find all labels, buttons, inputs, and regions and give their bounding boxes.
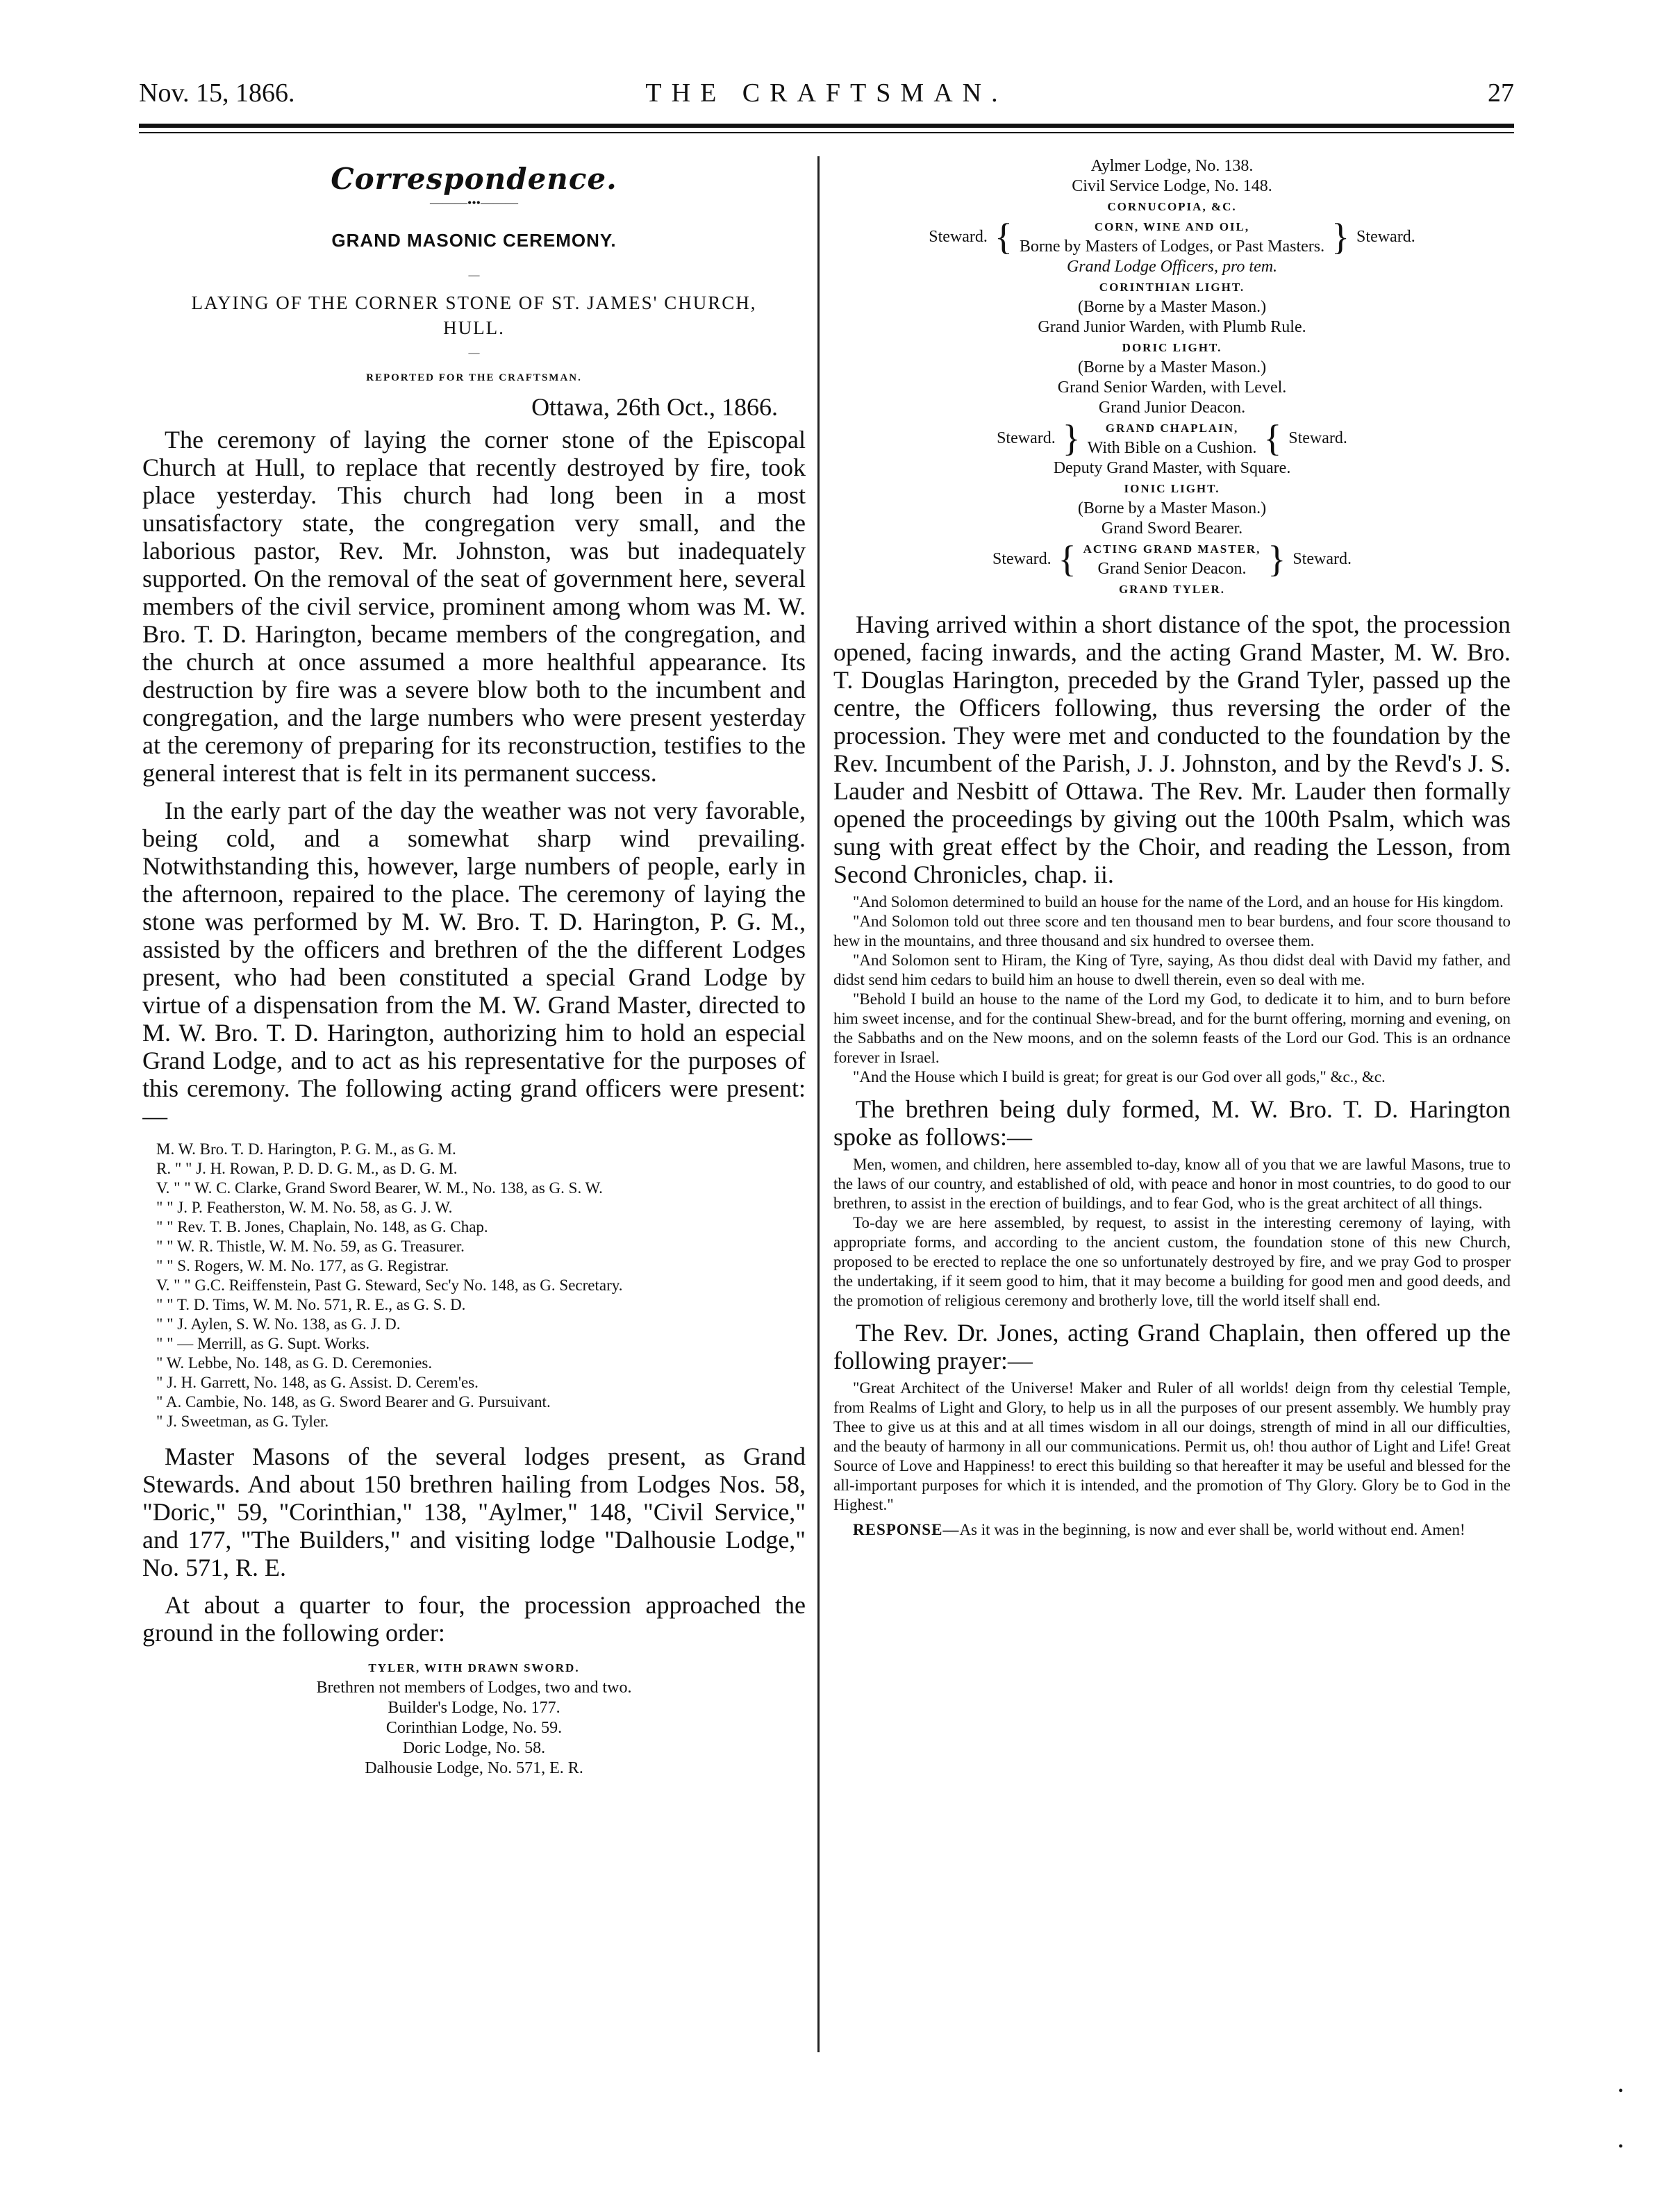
article-subheading: LAYING OF THE CORNER STONE OF ST. JAMES' CHURCH, HULL.: [191, 292, 757, 338]
column-divider: [817, 156, 820, 2052]
brace-left: {: [1058, 538, 1077, 580]
procession-item: (Borne by a Master Mason.): [1077, 499, 1267, 517]
procession-item: TYLER, WITH DRAWN SWORD.: [368, 1661, 580, 1674]
steward-label: Steward.: [1288, 429, 1347, 447]
right-paragraph-3: The Rev. Dr. Jones, acting Grand Chaplain, then offered up the following prayer:—: [833, 1319, 1511, 1374]
procession-item: Brethren not members of Lodges, two and two.: [316, 1679, 632, 1697]
officer-entry: " " J. P. Featherston, W. M. No. 58, as G. J. W.: [156, 1199, 453, 1216]
procession-item: Grand Lodge Officers, pro tem.: [1066, 258, 1278, 276]
procession-item: IONIC LIGHT.: [1124, 482, 1220, 495]
officers-list: [142, 1140, 806, 1431]
brace-right: {: [1263, 417, 1282, 459]
procession-item: Builder's Lodge, No. 177.: [388, 1699, 560, 1717]
speck-mark: •: [1618, 2139, 1624, 2154]
officer-entry: " " — Merrill, as G. Supt. Works.: [156, 1335, 370, 1352]
procession-item: With Bible on a Cushion.: [1087, 439, 1257, 457]
procession-item: GRAND CHAPLAIN,: [1105, 422, 1239, 435]
procession-item: (Borne by a Master Mason.): [1077, 358, 1267, 376]
steward-label: Steward.: [1293, 549, 1352, 568]
address-paragraph: To-day we are here assembled, by request, to assist in the interesting ceremony of laying, with appropriate forms, and according to the ancient custom, the foundation stone of this new Church, proposed to be erected to replace the one so unfortunately destroyed by fire, and we pray God to prosper the undertaking, if it seem good to him, that it may become a building for good men and good deeds, and the promotion of religious ceremony and brotherly love, till the world itself shall end.: [833, 1214, 1511, 1309]
procession-item: Deputy Grand Master, with Square.: [1053, 459, 1291, 477]
issue-date: Nov. 15, 1866.: [139, 78, 295, 108]
officer-entry: " W. Lebbe, No. 148, as G. D. Ceremonies.: [156, 1354, 433, 1372]
procession-item: Grand Senior Deacon.: [1097, 560, 1247, 578]
brace-left: }: [1062, 417, 1081, 459]
officer-entry: R. " " J. H. Rowan, P. D. D. G. M., as D. G. M.: [156, 1160, 458, 1177]
response-text: As it was in the beginning, is now and ever shall be, world without end. Amen!: [959, 1521, 1465, 1538]
article-heading: GRAND MASONIC CEREMONY.: [331, 230, 617, 251]
quote-verse: "And Solomon determined to build an house for the name of the Lord, and an house for His kingdom.: [853, 893, 1504, 910]
officer-entry: " " T. D. Tims, W. M. No. 571, R. E., as G. S. D.: [156, 1296, 466, 1313]
steward-group: [833, 217, 1511, 257]
left-paragraph-3: Master Masons of the several lodges present, as Grand Stewards. And about 150 brethren hailing from Lodges Nos. 58, "Doric," 59, "Corinthian," 138, "Aylmer," 148, "Civil Service," and 177, "The Builders," and visiting lodge "Dalhousie Lodge," No. 571, R. E.: [142, 1442, 806, 1581]
steward-label: Steward.: [1356, 227, 1415, 246]
quote-verse: "And Solomon told out three score and ten thousand men to bear burdens, and four score thousand to hew in the mountains, and three thousand and six hundred to oversee them.: [833, 913, 1511, 949]
officer-entry: " " J. Aylen, S. W. No. 138, as G. J. D.: [156, 1315, 401, 1333]
scripture-quotation: [833, 892, 1511, 1087]
officer-entry: V. " " W. C. Clarke, Grand Sword Bearer, W. M., No. 138, as G. S. W.: [156, 1179, 603, 1197]
quote-verse: "And Solomon sent to Hiram, the King of Tyre, saying, As thou didst deal with David my father, and didst send him cedars to build him an house to dwell therein, even so deal with me.: [833, 951, 1511, 988]
address-text: [833, 1155, 1511, 1311]
officer-entry: M. W. Bro. T. D. Harington, P. G. M., as G. M.: [156, 1140, 456, 1158]
steward-label: Steward.: [997, 429, 1056, 447]
right-paragraph-1: Having arrived within a short distance of the spot, the procession opened, facing inwards, and the acting Grand Master, M. W. Bro. T. Douglas Harington, preceded by the Grand Tyler, passed up the centre, the Officers following, thus reversing the order of the procession. They were met and conducted to the foundation by the Rev. Incumbent of the Parish, J. J. Johnston, and by the Revd's J. S. Lauder and Nesbitt of Ottawa. The Rev. Mr. Lauder then formally opened the proceedings by giving out the 100th Psalm, which was sung with great effect by the Choir, and reading the Lesson, from Second Chronicles, chap. ii.: [833, 610, 1511, 888]
header-rule-thick: [139, 124, 1514, 128]
right-paragraph-2: The brethren being duly formed, M. W. Bro. T. D. Harington spoke as follows:—: [833, 1095, 1511, 1151]
procession-item: Grand Junior Deacon.: [1098, 399, 1246, 417]
response-label: RESPONSE—: [853, 1521, 960, 1538]
reported-line: REPORTED FOR THE CRAFTSMAN.: [366, 372, 582, 383]
quote-verse: "And the House which I build is great; for great is our God over all gods," &c., &c.: [853, 1068, 1386, 1086]
procession-list-start: [142, 1658, 806, 1779]
officer-entry: " " W. R. Thistle, W. M. No. 59, as G. Treasurer.: [156, 1238, 465, 1255]
officer-entry: " " S. Rogers, W. M. No. 177, as G. Registrar.: [156, 1257, 449, 1274]
left-paragraph-1: The ceremony of laying the corner stone of the Episcopal Church at Hull, to replace that recently destroyed by fire, took place yesterday. This church had long been in a most unsatisfactory state, the congregation very small, and the laborious pastor, Rev. Mr. Johnston, was but inadequately supported. On the removal of the seat of government here, several members of the civil service, prominent among whom was M. W. Bro. T. D. Harington, became members of the congregation, and the church at once assumed a more healthful appearance. Its destruction by fire was a severe blow both to the incumbent and congregation, and the large numbers who were present yesterday at the ceremony of preparing for its reconstruction, testifies to the general interest that is felt in its permanent success.: [142, 426, 806, 787]
dateline: Ottawa, 26th Oct., 1866.: [531, 393, 778, 421]
procession-list-continued: [833, 156, 1511, 599]
steward-group: [833, 539, 1511, 579]
running-header: [139, 78, 1514, 119]
speck-mark: •: [1618, 2084, 1624, 2099]
address-paragraph: Men, women, and children, here assembled to-day, know all of you that we are lawful Masons, true to the laws of our country, and established of old, with peace and honor in most countries, to do good to our brethren, to assist in the erection of buildings, and to fear God, who is the great architect of all things.: [833, 1156, 1511, 1212]
officer-entry: " A. Cambie, No. 148, as G. Sword Bearer and G. Pursuivant.: [156, 1393, 551, 1411]
procession-item: Corinthian Lodge, No. 59.: [385, 1719, 563, 1737]
officer-entry: V. " " G.C. Reiffenstein, Past G. Steward, Sec'y No. 148, as G. Secretary.: [156, 1277, 623, 1294]
section-title: Correspondence.: [331, 162, 617, 196]
brace-right: }: [1268, 538, 1286, 580]
procession-item: CORNUCOPIA, &C.: [1107, 200, 1237, 213]
procession-item: CORN, WINE AND OIL,: [1094, 220, 1250, 233]
page-number: 27: [1488, 78, 1514, 108]
procession-item: Grand Junior Warden, with Plumb Rule.: [1038, 318, 1306, 336]
procession-item: Grand Sword Bearer.: [1101, 519, 1243, 538]
officer-entry: " " Rev. T. B. Jones, Chaplain, No. 148, as G. Chap.: [156, 1218, 488, 1236]
procession-item: Doric Lodge, No. 58.: [402, 1739, 546, 1757]
procession-item: Dalhousie Lodge, No. 571, E. R.: [365, 1759, 583, 1777]
procession-item: Borne by Masters of Lodges, or Past Masters.: [1019, 238, 1325, 256]
quote-verse: "Behold I build an house to the name of the Lord my God, to dedicate it to him, and to burn before him sweet incense, and for the continual Shew-bread, and for the burnt offering, morning and evening, on the Sabbaths and on the New moons, and on the solemn feasts of the Lord our God. This is an ordnance forever in Israel.: [833, 990, 1511, 1066]
steward-label: Steward.: [929, 227, 988, 246]
left-paragraph-2: In the early part of the day the weather was not very favorable, being cold, and a somewhat sharp wind prevailing. Notwithstanding this, however, large numbers of people, early in the afternoon, repaired to the place. The ceremony of laying the stone was performed by M. W. Bro. T. D. Harington, P. G. M., assisted by the officers and brethren of the the different Lodges present, who had been constituted a special Grand Lodge by virtue of a dispensation from the M. W. Grand Master, directed to M. W. Bro. T. D. Harington, authorizing him to hold an especial Grand Lodge, and to act as his representative for the purposes of this ceremony. The following acting grand officers were present:—: [142, 797, 806, 1130]
masthead-title: THE CRAFTSMAN.: [645, 78, 1008, 108]
officer-entry: " J. Sweetman, as G. Tyler.: [156, 1413, 329, 1430]
left-column: [142, 156, 806, 2045]
steward-label: Steward.: [992, 549, 1052, 568]
ornament-rule: ———•••———: [430, 196, 518, 210]
procession-item: CORINTHIAN LIGHT.: [1099, 281, 1245, 294]
prayer-text: "Great Architect of the Universe! Maker and Ruler of all worlds! deign from thy celestial Temple, from Realms of Light and Glory, to help us in all the purposes of our present assembly. We humbly pray Thee to give us at this and at all times wisdom in all our doings, strength of mind in all our difficulties, and the beauty of harmony in all our communications. Permit us, oh! thou author of Light and Life! Great Source of Love and Happiness! to erect this building so that hereafter it may be useful and blessed for the all-important purposes for which it is intended, and the promotion of Thy Glory. Glory be to God in the Highest.": [833, 1379, 1511, 1513]
header-rule-thin: [139, 132, 1514, 133]
left-paragraph-4: At about a quarter to four, the procession approached the ground in the following order:: [142, 1591, 806, 1647]
right-column: [833, 156, 1511, 2059]
steward-group: [833, 418, 1511, 458]
procession-item: GRAND TYLER.: [1118, 583, 1226, 596]
brace-right: }: [1331, 216, 1350, 258]
brace-left: {: [994, 216, 1013, 258]
response-line: [833, 1520, 1511, 1540]
procession-item: (Borne by a Master Mason.): [1077, 298, 1267, 316]
officer-entry: " J. H. Garrett, No. 148, as G. Assist. D. Cerem'es.: [156, 1374, 479, 1391]
procession-item: Aylmer Lodge, No. 138.: [1090, 157, 1254, 175]
procession-item: Civil Service Lodge, No. 148.: [1072, 177, 1272, 195]
procession-item: Grand Senior Warden, with Level.: [1057, 379, 1287, 397]
short-rule: —: [468, 269, 480, 281]
procession-item: ACTING GRAND MASTER,: [1083, 542, 1261, 556]
short-rule-2: —: [468, 347, 480, 359]
procession-item: DORIC LIGHT.: [1122, 341, 1222, 354]
